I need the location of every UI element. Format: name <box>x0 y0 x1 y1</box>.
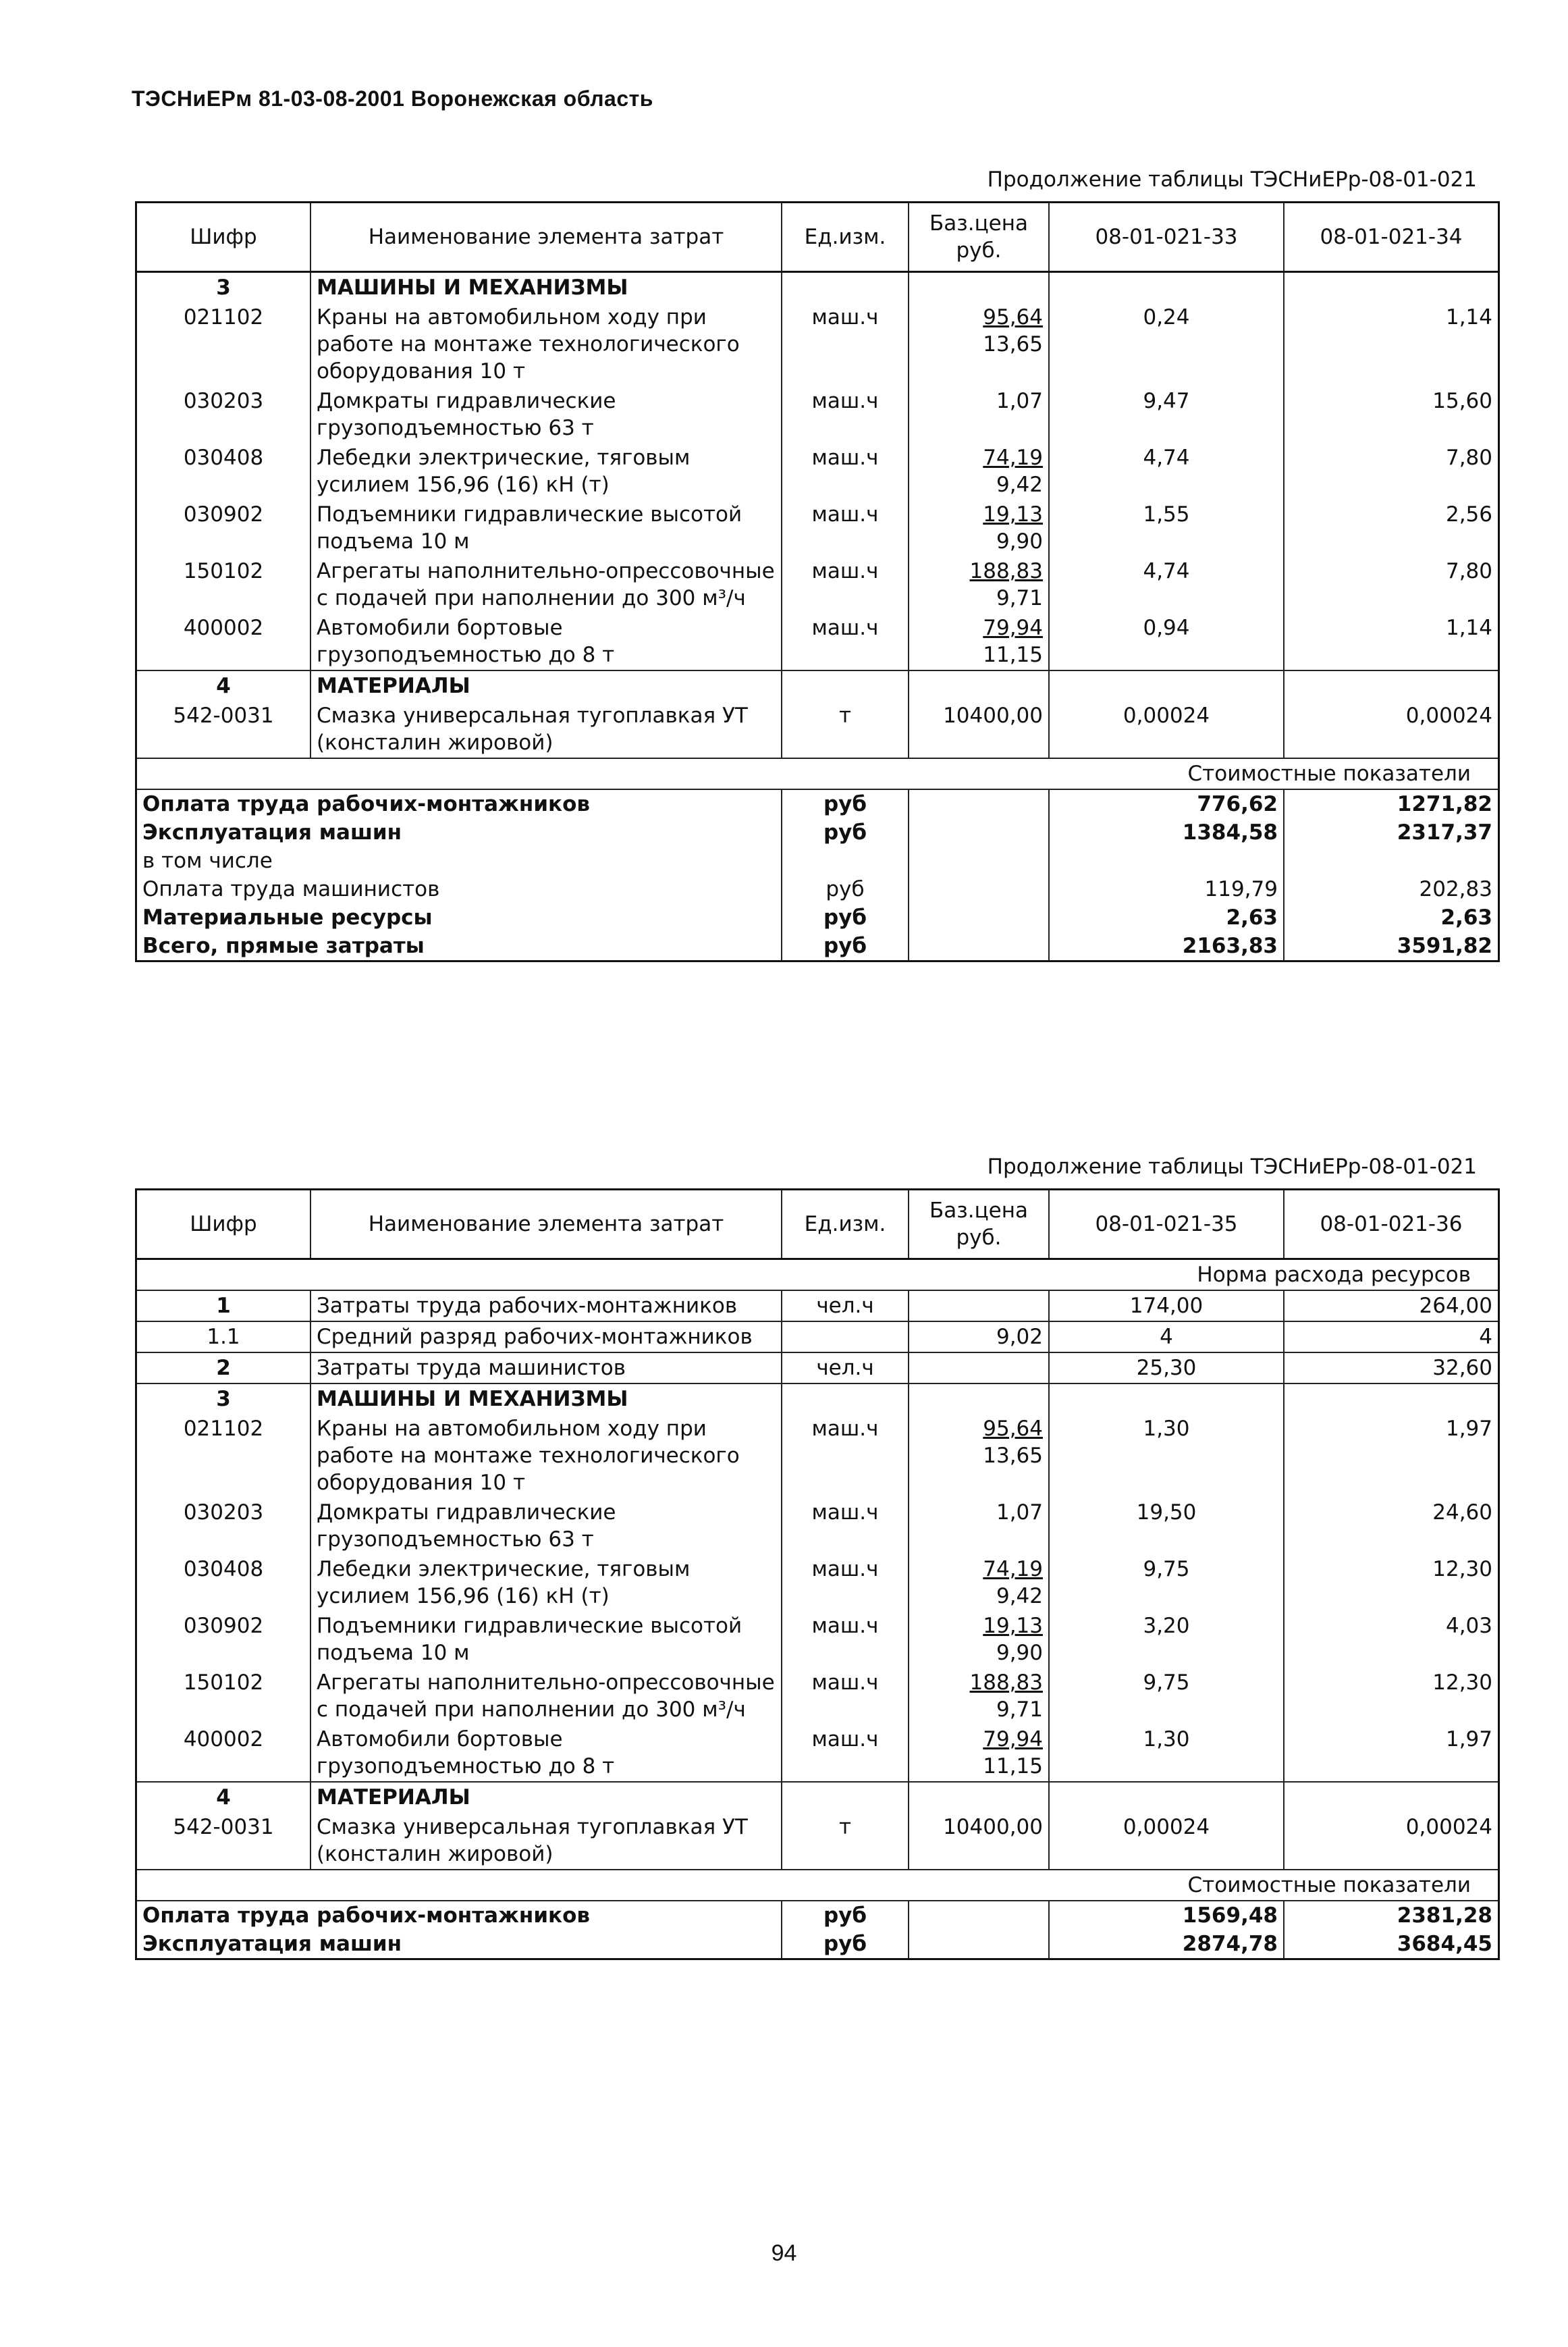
price-wage-value: 9,71 <box>996 1697 1043 1722</box>
row-variant-2: 15,60 <box>1284 386 1499 443</box>
header-price: Баз.цена руб. <box>909 1190 1049 1259</box>
summary-label: Оплата труда машинистов <box>136 875 782 903</box>
summary-row <box>136 818 1499 847</box>
row-code: 030408 <box>136 443 311 500</box>
row-price <box>909 1554 1049 1611</box>
table-row <box>136 443 1499 500</box>
row-price <box>909 613 1049 670</box>
row-name: Агрегаты наполнительно-опрессовочные с подачей при наполнении до 300 м³/ч <box>310 1668 782 1724</box>
header-unit: Ед.изм. <box>782 1190 909 1259</box>
summary-variant-1: 1384,58 <box>1049 818 1284 847</box>
summary-variant-1: 2163,83 <box>1049 932 1284 961</box>
row-price <box>909 386 1049 443</box>
row-unit: чел.ч <box>782 1352 909 1383</box>
row-variant-1: 4 <box>1049 1321 1284 1352</box>
row-name: Затраты труда рабочих-монтажников <box>310 1290 782 1321</box>
row-unit: маш.ч <box>782 1554 909 1611</box>
price-value: 1,07 <box>996 389 1043 413</box>
summary-unit <box>782 847 909 875</box>
header-code: Шифр <box>136 1190 311 1259</box>
row-unit: маш.ч <box>782 302 909 386</box>
summary-variant-1: 119,79 <box>1049 875 1284 903</box>
row-code: 4 <box>136 1782 311 1812</box>
row-variant-1: 3,20 <box>1049 1611 1284 1668</box>
summary-row <box>136 789 1499 818</box>
summary-price <box>909 789 1049 818</box>
row-unit: маш.ч <box>782 1498 909 1554</box>
summary-unit: руб <box>782 875 909 903</box>
summary-unit: руб <box>782 1930 909 1959</box>
row-code: 3 <box>136 1383 311 1414</box>
summary-row <box>136 1930 1499 1959</box>
section-row <box>136 670 1499 701</box>
table-row <box>136 1554 1499 1611</box>
header-unit: Ед.изм. <box>782 203 909 272</box>
row-code: 400002 <box>136 613 311 670</box>
table-row <box>136 556 1499 613</box>
price-wage-value: 13,65 <box>983 332 1043 357</box>
table-row <box>136 1352 1499 1383</box>
row-variant-2: 1,97 <box>1284 1724 1499 1782</box>
row-variant-1: 9,47 <box>1049 386 1284 443</box>
header-price: Баз.цена руб. <box>909 203 1049 272</box>
row-variant-2: 0,00024 <box>1284 701 1499 758</box>
row-price <box>909 1812 1049 1870</box>
row-variant-1: 1,30 <box>1049 1724 1284 1782</box>
row-price <box>909 701 1049 758</box>
row-unit: маш.ч <box>782 1724 909 1782</box>
row-name: Подъемники гидравлические высотой подъема 10 м <box>310 500 782 556</box>
table-header-row <box>136 1190 1499 1259</box>
summary-row <box>136 932 1499 961</box>
row-variant-2 <box>1284 1782 1499 1812</box>
page-number: 94 <box>771 2240 797 2266</box>
row-unit: т <box>782 1812 909 1870</box>
row-variant-2: 0,00024 <box>1284 1812 1499 1870</box>
section-row <box>136 272 1499 303</box>
price-wage-value: 9,42 <box>996 1584 1043 1608</box>
row-name: Автомобили бортовые грузоподъемностью до 8 т <box>310 1724 782 1782</box>
header-name: Наименование элемента затрат <box>310 203 782 272</box>
row-unit: чел.ч <box>782 1290 909 1321</box>
summary-label: Эксплуатация машин <box>136 818 782 847</box>
summary-label: в том числе <box>136 847 782 875</box>
row-name: Лебедки электрические, тяговым усилием 156,96 (16) кН (т) <box>310 443 782 500</box>
row-variant-1: 0,24 <box>1049 302 1284 386</box>
summary-variant-2: 3684,45 <box>1284 1930 1499 1959</box>
summary-variant-1: 1569,48 <box>1049 1901 1284 1930</box>
band-label: Стоимостные показатели <box>136 1870 1499 1901</box>
price-wage-value: 11,15 <box>983 643 1043 667</box>
summary-unit: руб <box>782 932 909 961</box>
summary-price <box>909 932 1049 961</box>
row-name: Агрегаты наполнительно-опрессовочные с подачей при наполнении до 300 м³/ч <box>310 556 782 613</box>
summary-label: Материальные ресурсы <box>136 903 782 932</box>
table-2-body <box>136 1259 1499 1959</box>
section-band <box>136 1870 1499 1901</box>
row-unit: т <box>782 701 909 758</box>
row-variant-2: 12,30 <box>1284 1668 1499 1724</box>
row-variant-1: 9,75 <box>1049 1668 1284 1724</box>
row-price <box>909 1782 1049 1812</box>
row-variant-2: 32,60 <box>1284 1352 1499 1383</box>
row-price <box>909 302 1049 386</box>
price-wage-value: 11,15 <box>983 1754 1043 1778</box>
summary-row <box>136 1901 1499 1930</box>
row-variant-1: 19,50 <box>1049 1498 1284 1554</box>
price-wage-value: 9,90 <box>996 1641 1043 1665</box>
row-variant-2 <box>1284 272 1499 303</box>
price-value: 188,83 <box>969 559 1043 583</box>
resource-table-2 <box>135 1188 1500 1960</box>
row-variant-1 <box>1049 1383 1284 1414</box>
header-code: Шифр <box>136 203 311 272</box>
row-variant-2 <box>1284 670 1499 701</box>
summary-variant-2: 3591,82 <box>1284 932 1499 961</box>
row-code: 3 <box>136 272 311 303</box>
summary-label: Оплата труда рабочих-монтажников <box>136 789 782 818</box>
summary-variant-2: 2381,28 <box>1284 1901 1499 1930</box>
row-code: 030902 <box>136 500 311 556</box>
band-label: Норма расхода ресурсов <box>136 1259 1499 1291</box>
row-code: 1 <box>136 1290 311 1321</box>
summary-variant-2: 2,63 <box>1284 903 1499 932</box>
price-value: 19,13 <box>983 1614 1043 1638</box>
row-price <box>909 556 1049 613</box>
row-price <box>909 670 1049 701</box>
row-unit <box>782 272 909 303</box>
price-value: 79,94 <box>983 1727 1043 1751</box>
table-row <box>136 1414 1499 1498</box>
row-unit: маш.ч <box>782 1414 909 1498</box>
row-variant-2: 4 <box>1284 1321 1499 1352</box>
section-title: МАТЕРИАЛЫ <box>310 670 782 701</box>
row-price <box>909 1498 1049 1554</box>
row-variant-1: 0,00024 <box>1049 1812 1284 1870</box>
row-variant-1: 4,74 <box>1049 556 1284 613</box>
row-price <box>909 443 1049 500</box>
summary-row <box>136 875 1499 903</box>
table-row <box>136 302 1499 386</box>
row-unit <box>782 1321 909 1352</box>
resource-table-1 <box>135 201 1500 962</box>
section-band <box>136 1259 1499 1291</box>
row-variant-2: 1,14 <box>1284 613 1499 670</box>
row-code: 021102 <box>136 1414 311 1498</box>
row-code: 400002 <box>136 1724 311 1782</box>
row-code: 150102 <box>136 556 311 613</box>
row-price <box>909 1611 1049 1668</box>
summary-variant-1: 2,63 <box>1049 903 1284 932</box>
row-name: Средний разряд рабочих-монтажников <box>310 1321 782 1352</box>
section-title: МАШИНЫ И МЕХАНИЗМЫ <box>310 1383 782 1414</box>
table-row <box>136 1321 1499 1352</box>
row-variant-1: 0,94 <box>1049 613 1284 670</box>
header-variant-1: 08-01-021-35 <box>1049 1190 1284 1259</box>
price-wage-value: 9,71 <box>996 586 1043 610</box>
summary-unit: руб <box>782 818 909 847</box>
summary-label: Всего, прямые затраты <box>136 932 782 961</box>
row-variant-1: 174,00 <box>1049 1290 1284 1321</box>
row-price <box>909 500 1049 556</box>
price-value: 188,83 <box>969 1670 1043 1695</box>
summary-variant-1 <box>1049 847 1284 875</box>
row-code: 030203 <box>136 1498 311 1554</box>
row-unit: маш.ч <box>782 386 909 443</box>
table-row <box>136 386 1499 443</box>
price-value: 74,19 <box>983 1557 1043 1581</box>
row-variant-2: 1,97 <box>1284 1414 1499 1498</box>
row-unit: маш.ч <box>782 1611 909 1668</box>
row-variant-1: 25,30 <box>1049 1352 1284 1383</box>
row-price <box>909 1414 1049 1498</box>
row-code: 542-0031 <box>136 1812 311 1870</box>
row-price <box>909 1352 1049 1383</box>
row-variant-2: 264,00 <box>1284 1290 1499 1321</box>
summary-price <box>909 818 1049 847</box>
header-name: Наименование элемента затрат <box>310 1190 782 1259</box>
row-variant-2: 7,80 <box>1284 443 1499 500</box>
table-row <box>136 500 1499 556</box>
row-price <box>909 1383 1049 1414</box>
section-row <box>136 1782 1499 1812</box>
row-price <box>909 1290 1049 1321</box>
summary-unit: руб <box>782 789 909 818</box>
row-price <box>909 1321 1049 1352</box>
price-value: 9,02 <box>996 1325 1043 1349</box>
table-row <box>136 1724 1499 1782</box>
row-code: 030902 <box>136 1611 311 1668</box>
row-price <box>909 1724 1049 1782</box>
row-unit <box>782 1383 909 1414</box>
row-variant-2: 1,14 <box>1284 302 1499 386</box>
summary-price <box>909 875 1049 903</box>
row-variant-1: 1,30 <box>1049 1414 1284 1498</box>
row-unit: маш.ч <box>782 443 909 500</box>
row-name: Домкраты гидравлические грузоподъемностью 63 т <box>310 386 782 443</box>
summary-unit: руб <box>782 1901 909 1930</box>
row-variant-2: 12,30 <box>1284 1554 1499 1611</box>
row-code: 030203 <box>136 386 311 443</box>
header-variant-1: 08-01-021-33 <box>1049 203 1284 272</box>
table-1-body <box>136 272 1499 961</box>
table-row <box>136 701 1499 758</box>
row-variant-2: 7,80 <box>1284 556 1499 613</box>
table-row <box>136 1290 1499 1321</box>
row-variant-2 <box>1284 1383 1499 1414</box>
row-price <box>909 1668 1049 1724</box>
summary-variant-2 <box>1284 847 1499 875</box>
section-title: МАТЕРИАЛЫ <box>310 1782 782 1812</box>
header-variant-2: 08-01-021-34 <box>1284 203 1499 272</box>
price-value: 1,07 <box>996 1500 1043 1525</box>
price-value: 79,94 <box>983 616 1043 640</box>
summary-variant-2: 202,83 <box>1284 875 1499 903</box>
price-value: 74,19 <box>983 446 1043 470</box>
table-row <box>136 1668 1499 1724</box>
document-title: ТЭСНиЕРм 81-03-08-2001 Воронежская область <box>132 86 653 111</box>
summary-row <box>136 903 1499 932</box>
table-row <box>136 613 1499 670</box>
row-unit <box>782 1782 909 1812</box>
summary-price <box>909 1930 1049 1959</box>
price-wage-value: 9,42 <box>996 473 1043 497</box>
row-code: 021102 <box>136 302 311 386</box>
summary-unit: руб <box>782 903 909 932</box>
price-value: 95,64 <box>983 1417 1043 1441</box>
price-value: 19,13 <box>983 502 1043 527</box>
band-label: Стоимостные показатели <box>136 758 1499 789</box>
price-value: 95,64 <box>983 305 1043 329</box>
summary-price <box>909 847 1049 875</box>
table-2-caption: Продолжение таблицы ТЭСНиЕРр-08-01-021 <box>987 1155 1477 1179</box>
summary-label: Оплата труда рабочих-монтажников <box>136 1901 782 1930</box>
row-code: 1.1 <box>136 1321 311 1352</box>
price-value: 10400,00 <box>943 1815 1043 1839</box>
table-row <box>136 1611 1499 1668</box>
table-1-caption: Продолжение таблицы ТЭСНиЕРр-08-01-021 <box>987 167 1477 192</box>
summary-variant-2: 2317,37 <box>1284 818 1499 847</box>
row-unit <box>782 670 909 701</box>
summary-price <box>909 1901 1049 1930</box>
row-name: Краны на автомобильном ходу при работе на монтаже технологического оборудования 10 т <box>310 1414 782 1498</box>
row-unit: маш.ч <box>782 500 909 556</box>
section-row <box>136 1383 1499 1414</box>
table-row <box>136 1498 1499 1554</box>
row-unit: маш.ч <box>782 1668 909 1724</box>
row-name: Смазка универсальная тугоплавкая УТ (консталин жировой) <box>310 1812 782 1870</box>
row-name: Смазка универсальная тугоплавкая УТ (консталин жировой) <box>310 701 782 758</box>
row-code: 030408 <box>136 1554 311 1611</box>
row-code: 4 <box>136 670 311 701</box>
row-unit: маш.ч <box>782 556 909 613</box>
row-code: 2 <box>136 1352 311 1383</box>
table-row <box>136 1812 1499 1870</box>
section-band <box>136 758 1499 789</box>
row-name: Автомобили бортовые грузоподъемностью до 8 т <box>310 613 782 670</box>
row-code: 150102 <box>136 1668 311 1724</box>
row-price <box>909 272 1049 303</box>
summary-variant-2: 1271,82 <box>1284 789 1499 818</box>
price-wage-value: 13,65 <box>983 1444 1043 1468</box>
header-variant-2: 08-01-021-36 <box>1284 1190 1499 1259</box>
row-variant-1: 4,74 <box>1049 443 1284 500</box>
row-name: Домкраты гидравлические грузоподъемностью 63 т <box>310 1498 782 1554</box>
row-variant-1 <box>1049 1782 1284 1812</box>
price-wage-value: 9,90 <box>996 529 1043 554</box>
row-unit: маш.ч <box>782 613 909 670</box>
row-variant-1: 1,55 <box>1049 500 1284 556</box>
row-name: Затраты труда машинистов <box>310 1352 782 1383</box>
row-variant-1 <box>1049 670 1284 701</box>
row-variant-1: 0,00024 <box>1049 701 1284 758</box>
summary-variant-1: 2874,78 <box>1049 1930 1284 1959</box>
row-name: Подъемники гидравлические высотой подъема 10 м <box>310 1611 782 1668</box>
row-variant-1 <box>1049 272 1284 303</box>
row-name: Краны на автомобильном ходу при работе на монтаже технологического оборудования 10 т <box>310 302 782 386</box>
table-header-row <box>136 203 1499 272</box>
row-variant-2: 4,03 <box>1284 1611 1499 1668</box>
row-variant-2: 2,56 <box>1284 500 1499 556</box>
row-variant-1: 9,75 <box>1049 1554 1284 1611</box>
summary-price <box>909 903 1049 932</box>
summary-label: Эксплуатация машин <box>136 1930 782 1959</box>
row-code: 542-0031 <box>136 701 311 758</box>
price-value: 10400,00 <box>943 704 1043 728</box>
section-title: МАШИНЫ И МЕХАНИЗМЫ <box>310 272 782 303</box>
row-name: Лебедки электрические, тяговым усилием 156,96 (16) кН (т) <box>310 1554 782 1611</box>
summary-row <box>136 847 1499 875</box>
summary-variant-1: 776,62 <box>1049 789 1284 818</box>
row-variant-2: 24,60 <box>1284 1498 1499 1554</box>
